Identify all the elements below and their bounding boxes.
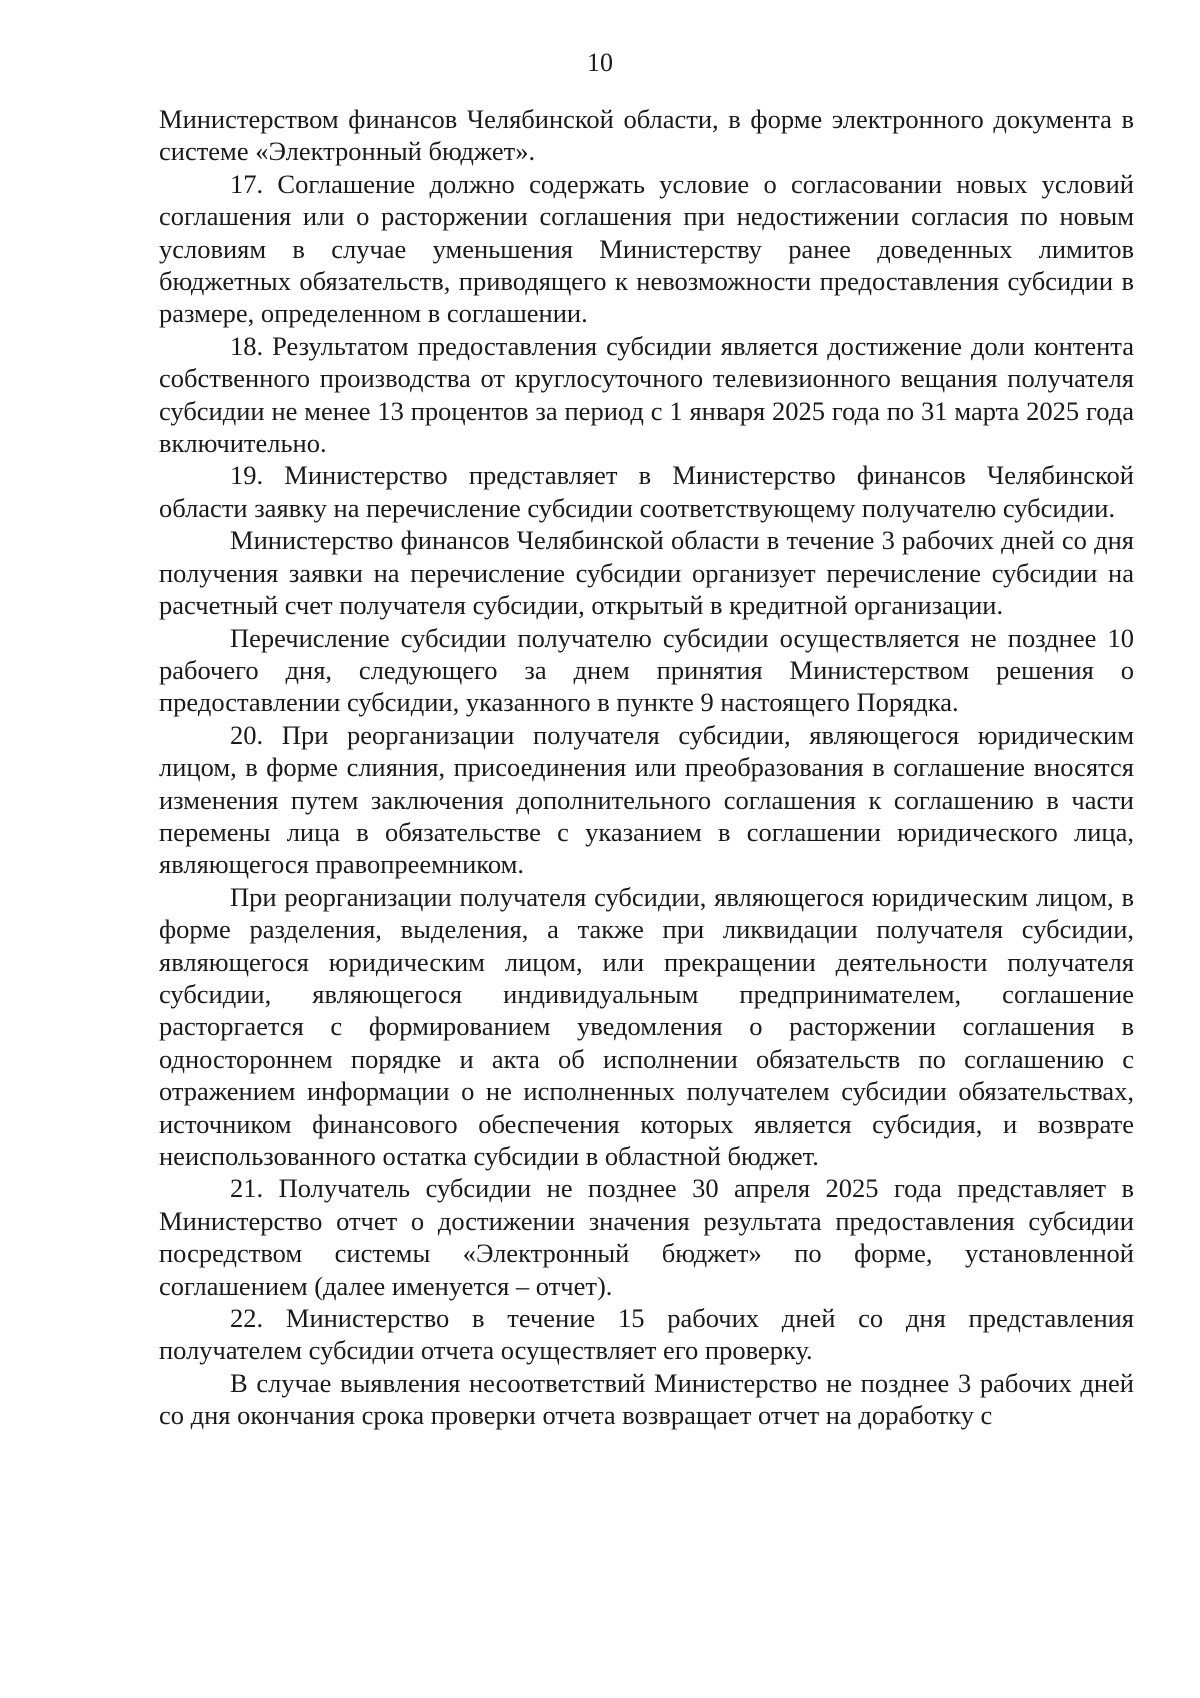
paragraph-item-22-discrepancies: В случае выявления несоответствий Министерство не позднее 3 рабочих дней со дня окончания срока проверки отчета возвращает отчет на доработку с xyxy=(159,1367,1134,1431)
paragraph-item-17: 17. Соглашение должно содержать условие о согласовании новых условий соглашения или о расторжении соглашения при недостижении согласия по новым условиям в случае уменьшения Министерству ранее доведенных лимитов бюджетных обязательств, приводящего к невозможности предоставления субсидии в размере, определенном в соглашении. xyxy=(159,168,1134,329)
paragraph-continuation: Министерством финансов Челябинской области, в форме электронного документа в системе «Электронный бюджет». xyxy=(159,104,1134,167)
paragraph-item-19-transfer-timing: Министерство финансов Челябинской области в течение 3 рабочих дней со дня получения заявки на перечисление субсидии организует перечисление субсидии на расчетный счет получателя субсидии, открытый в кредитной организации. xyxy=(159,525,1134,621)
paragraph-item-18: 18. Результатом предоставления субсидии является достижение доли контента собственного производства от круглосуточного телевизионного вещания получателя субсидии не менее 13 процентов за период с 1 января 2025 года по 31 марта 2025 года включительно. xyxy=(159,330,1134,459)
paragraph-item-21: 21. Получатель субсидии не позднее 30 апреля 2025 года представляет в Министерство отчет о достижении значения результата предоставления субсидии посредством системы «Электронный бюджет» по форме, установленной соглашением (далее именуется – отчет). xyxy=(159,1173,1134,1301)
paragraph-item-19-transfer-deadline: Перечисление субсидии получателю субсидии осуществляется не позднее 10 рабочего дня, следующего за днем принятия Министерством решения о предоставлении субсидии, указанного в пункте 9 настоящего Порядка. xyxy=(159,622,1134,718)
paragraph-item-20: 20. При реорганизации получателя субсидии, являющегося юридическим лицом, в форме слияния, присоединения или преобразования в соглашение вносятся изменения путем заключения дополнительного соглашения к соглашению в части перемены лица в обязательстве с указанием в соглашении юридического лица, являющегося правопреемником. xyxy=(159,719,1134,880)
paragraph-item-20-reorganization: При реорганизации получателя субсидии, являющегося юридическим лицом, в форме разделения, выделения, а также при ликвидации получателя субсидии, являющегося юридическим лицом, или прекращении деятельности получателя субсидии, являющегося индивидуальным предпринимателем, соглашение расторгается с формированием уведомления о расторжении соглашения в одностороннем порядке и акта об исполнении обязательств по соглашению с отражением информации о не исполненных получателем субсидии обязательствах, источником финансового обеспечения которых является субсидия, и возврате неиспользованного остатка субсидии в областной бюджет. xyxy=(159,881,1134,1171)
paragraph-item-22: 22. Министерство в течение 15 рабочих дней со дня представления получателем субсидии отчета осуществляет его проверку. xyxy=(159,1303,1134,1366)
page-number: 10 xyxy=(587,48,613,77)
paragraph-item-19: 19. Министерство представляет в Министерство финансов Челябинской области заявку на перечисление субсидии соответствующему получателю субсидии. xyxy=(159,460,1134,523)
document-body xyxy=(159,103,1134,1432)
